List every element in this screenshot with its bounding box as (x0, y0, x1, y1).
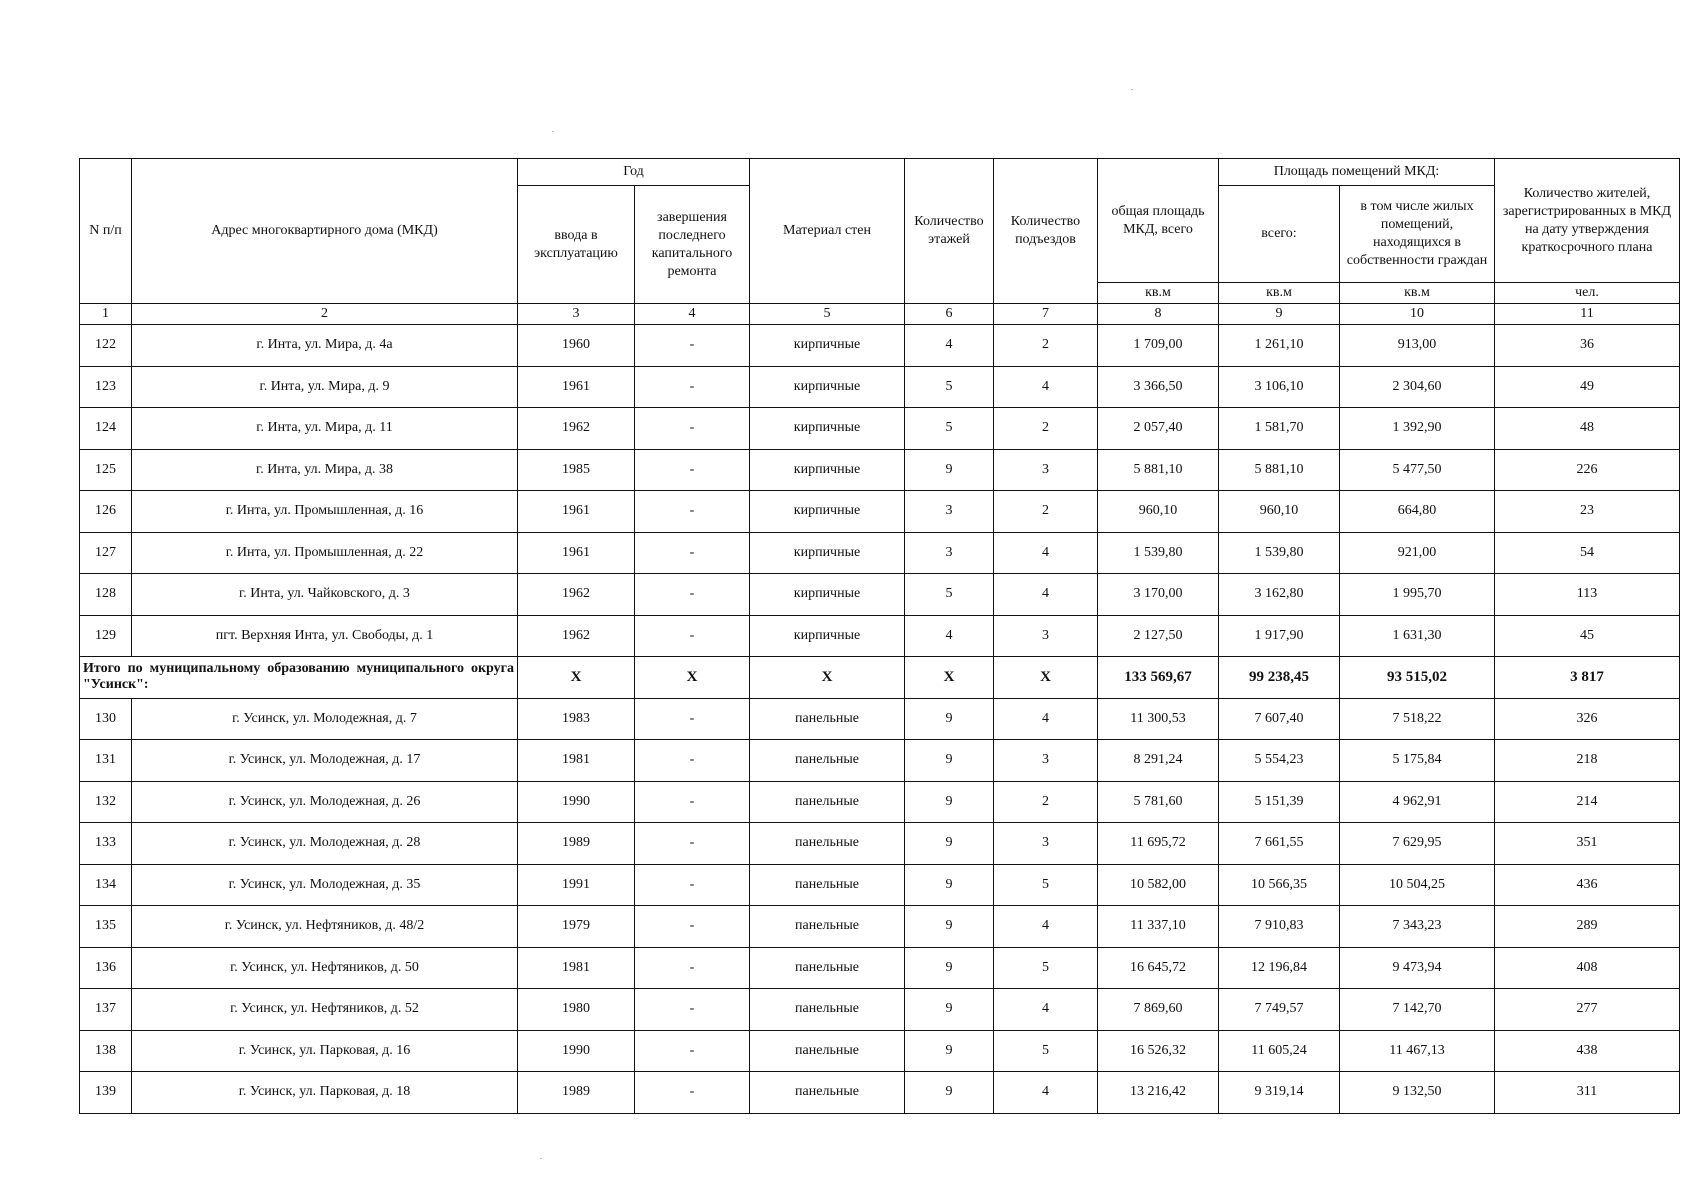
residents-cell: 36 (1495, 325, 1680, 367)
column-number-row (80, 304, 1680, 325)
year-commission-cell: 1962 (518, 615, 635, 657)
address-cell: г. Усинск, ул. Парковая, д. 16 (132, 1030, 518, 1072)
area-residential-cell: 5 477,50 (1340, 449, 1495, 491)
address-cell: г. Усинск, ул. Молодежная, д. 26 (132, 781, 518, 823)
wall-material-cell: панельные (750, 698, 905, 740)
year-commission-cell: 1981 (518, 740, 635, 782)
floors-cell: 4 (905, 325, 994, 367)
residents-cell: 113 (1495, 574, 1680, 616)
residents-cell: 438 (1495, 1030, 1680, 1072)
year-commission-cell: 1990 (518, 1030, 635, 1072)
year-repair-cell: - (635, 823, 750, 865)
year-commission-cell: 1981 (518, 947, 635, 989)
column-number: 6 (905, 304, 994, 325)
wall-material-cell: кирпичные (750, 408, 905, 450)
unit-residents: чел. (1495, 283, 1680, 304)
row-number-cell: 134 (80, 864, 132, 906)
residents-cell: 23 (1495, 491, 1680, 533)
entrances-cell: 4 (994, 532, 1098, 574)
area-residential-cell: 913,00 (1340, 325, 1495, 367)
unit-area-all: кв.м (1219, 283, 1340, 304)
row-number-cell: 133 (80, 823, 132, 865)
wall-material-cell: панельные (750, 947, 905, 989)
column-number: 7 (994, 304, 1098, 325)
area-all-cell: 7 607,40 (1219, 698, 1340, 740)
area-all-cell: 10 566,35 (1219, 864, 1340, 906)
floors-cell: 9 (905, 906, 994, 948)
year-commission-cell: 1989 (518, 1072, 635, 1114)
total-area-cell: 11 300,53 (1098, 698, 1219, 740)
total-area-cell: 11 337,10 (1098, 906, 1219, 948)
residents-cell: 289 (1495, 906, 1680, 948)
floors-cell: 3 (905, 532, 994, 574)
residents-cell: 436 (1495, 864, 1680, 906)
table-row (80, 1030, 1680, 1072)
header-area-group: Площадь помещений МКД: (1219, 159, 1495, 186)
area-all-cell: 11 605,24 (1219, 1030, 1340, 1072)
year-commission-cell: 1989 (518, 823, 635, 865)
total-area-cell: 1 709,00 (1098, 325, 1219, 367)
address-cell: г. Инта, ул. Промышленная, д. 16 (132, 491, 518, 533)
area-residential-cell: 664,80 (1340, 491, 1495, 533)
table-row (80, 532, 1680, 574)
header-floors: Количество этажей (905, 159, 994, 304)
residents-cell: 218 (1495, 740, 1680, 782)
floors-cell: 3 (905, 491, 994, 533)
year-repair-cell: - (635, 574, 750, 616)
year-commission-cell: 1961 (518, 532, 635, 574)
area-residential-cell: 7 629,95 (1340, 823, 1495, 865)
residents-cell: 45 (1495, 615, 1680, 657)
total-area-cell: 5 881,10 (1098, 449, 1219, 491)
area-all-cell: 5 881,10 (1219, 449, 1340, 491)
area-residential-cell: 921,00 (1340, 532, 1495, 574)
total-area-cell: 10 582,00 (1098, 864, 1219, 906)
year-commission-cell: 1962 (518, 574, 635, 616)
header-area-residential: в том числе жилых помещений, находящихся в собственности граждан (1340, 186, 1495, 283)
row-number-cell: 130 (80, 698, 132, 740)
year-repair-cell: - (635, 491, 750, 533)
table-row (80, 698, 1680, 740)
year-commission-cell: 1962 (518, 408, 635, 450)
floors-cell: 9 (905, 449, 994, 491)
total-area-cell: 3 170,00 (1098, 574, 1219, 616)
year-repair-cell: - (635, 366, 750, 408)
total-area-cell: 8 291,24 (1098, 740, 1219, 782)
address-cell: г. Усинск, ул. Молодежная, д. 28 (132, 823, 518, 865)
header-year-repair: завершения последнего капитального ремонта (635, 186, 750, 304)
table-row (80, 864, 1680, 906)
entrances-cell: 3 (994, 823, 1098, 865)
total-year-repair-cell: X (635, 657, 750, 699)
address-cell: г. Усинск, ул. Нефтяников, д. 52 (132, 989, 518, 1031)
year-commission-cell: 1961 (518, 366, 635, 408)
area-all-cell: 1 261,10 (1219, 325, 1340, 367)
address-cell: г. Усинск, ул. Молодежная, д. 17 (132, 740, 518, 782)
entrances-cell: 4 (994, 574, 1098, 616)
year-commission-cell: 1979 (518, 906, 635, 948)
header-year-group: Год (518, 159, 750, 186)
address-cell: г. Усинск, ул. Парковая, д. 18 (132, 1072, 518, 1114)
residents-cell: 49 (1495, 366, 1680, 408)
total-entrances-cell: X (994, 657, 1098, 699)
area-residential-cell: 11 467,13 (1340, 1030, 1495, 1072)
year-commission-cell: 1990 (518, 781, 635, 823)
row-number-cell: 137 (80, 989, 132, 1031)
entrances-cell: 4 (994, 366, 1098, 408)
total-total-area-cell: 133 569,67 (1098, 657, 1219, 699)
header-total-area: общая площадь МКД, всего (1098, 159, 1219, 283)
floors-cell: 5 (905, 408, 994, 450)
address-cell: г. Усинск, ул. Молодежная, д. 35 (132, 864, 518, 906)
row-number-cell: 122 (80, 325, 132, 367)
year-commission-cell: 1960 (518, 325, 635, 367)
area-residential-cell: 9 473,94 (1340, 947, 1495, 989)
floors-cell: 9 (905, 864, 994, 906)
entrances-cell: 2 (994, 781, 1098, 823)
entrances-cell: 4 (994, 698, 1098, 740)
residents-cell: 226 (1495, 449, 1680, 491)
area-residential-cell: 7 142,70 (1340, 989, 1495, 1031)
wall-material-cell: панельные (750, 864, 905, 906)
area-residential-cell: 1 631,30 (1340, 615, 1495, 657)
table-row (80, 989, 1680, 1031)
header-area-all: всего: (1219, 186, 1340, 283)
entrances-cell: 3 (994, 449, 1098, 491)
entrances-cell: 3 (994, 615, 1098, 657)
area-residential-cell: 7 518,22 (1340, 698, 1495, 740)
area-residential-cell: 10 504,25 (1340, 864, 1495, 906)
row-number-cell: 136 (80, 947, 132, 989)
address-cell: г. Инта, ул. Мира, д. 11 (132, 408, 518, 450)
total-floors-cell: X (905, 657, 994, 699)
floors-cell: 9 (905, 1072, 994, 1114)
residents-cell: 277 (1495, 989, 1680, 1031)
year-repair-cell: - (635, 947, 750, 989)
header-wall-material: Материал стен (750, 159, 905, 304)
total-area-cell: 1 539,80 (1098, 532, 1219, 574)
address-cell: г. Усинск, ул. Нефтяников, д. 48/2 (132, 906, 518, 948)
row-number-cell: 125 (80, 449, 132, 491)
total-area-cell: 3 366,50 (1098, 366, 1219, 408)
entrances-cell: 3 (994, 740, 1098, 782)
table-row (80, 906, 1680, 948)
residents-cell: 326 (1495, 698, 1680, 740)
entrances-cell: 5 (994, 947, 1098, 989)
table-row (80, 449, 1680, 491)
column-number: 10 (1340, 304, 1495, 325)
area-residential-cell: 9 132,50 (1340, 1072, 1495, 1114)
area-all-cell: 3 106,10 (1219, 366, 1340, 408)
year-repair-cell: - (635, 989, 750, 1031)
floors-cell: 9 (905, 698, 994, 740)
address-cell: г. Инта, ул. Мира, д. 9 (132, 366, 518, 408)
area-all-cell: 7 749,57 (1219, 989, 1340, 1031)
year-repair-cell: - (635, 698, 750, 740)
total-residents-cell: 3 817 (1495, 657, 1680, 699)
year-repair-cell: - (635, 781, 750, 823)
area-all-cell: 1 539,80 (1219, 532, 1340, 574)
address-cell: г. Инта, ул. Промышленная, д. 22 (132, 532, 518, 574)
table-row (80, 823, 1680, 865)
area-residential-cell: 1 392,90 (1340, 408, 1495, 450)
row-number-cell: 135 (80, 906, 132, 948)
unit-area-residential: кв.м (1340, 283, 1495, 304)
year-repair-cell: - (635, 906, 750, 948)
total-area-all-cell: 99 238,45 (1219, 657, 1340, 699)
table-row (80, 491, 1680, 533)
unit-total-area: кв.м (1098, 283, 1219, 304)
total-area-cell: 13 216,42 (1098, 1072, 1219, 1114)
floors-cell: 4 (905, 615, 994, 657)
entrances-cell: 4 (994, 1072, 1098, 1114)
area-all-cell: 7 910,83 (1219, 906, 1340, 948)
area-all-cell: 3 162,80 (1219, 574, 1340, 616)
year-repair-cell: - (635, 1072, 750, 1114)
header-num: N п/п (80, 159, 132, 304)
entrances-cell: 5 (994, 1030, 1098, 1072)
total-area-cell: 7 869,60 (1098, 989, 1219, 1031)
total-area-cell: 11 695,72 (1098, 823, 1219, 865)
column-number: 3 (518, 304, 635, 325)
area-all-cell: 7 661,55 (1219, 823, 1340, 865)
address-cell: г. Усинск, ул. Молодежная, д. 7 (132, 698, 518, 740)
floors-cell: 9 (905, 781, 994, 823)
header-address: Адрес многоквартирного дома (МКД) (132, 159, 518, 304)
residents-cell: 408 (1495, 947, 1680, 989)
wall-material-cell: кирпичные (750, 366, 905, 408)
total-wall-material-cell: X (750, 657, 905, 699)
floors-cell: 9 (905, 823, 994, 865)
total-area-cell: 2 057,40 (1098, 408, 1219, 450)
area-all-cell: 5 554,23 (1219, 740, 1340, 782)
row-number-cell: 131 (80, 740, 132, 782)
wall-material-cell: кирпичные (750, 574, 905, 616)
wall-material-cell: панельные (750, 740, 905, 782)
address-cell: г. Инта, ул. Чайковского, д. 3 (132, 574, 518, 616)
entrances-cell: 4 (994, 989, 1098, 1031)
area-all-cell: 12 196,84 (1219, 947, 1340, 989)
table-row (80, 615, 1680, 657)
table-row (80, 574, 1680, 616)
entrances-cell: 2 (994, 408, 1098, 450)
total-label: Итого по муниципальному образованию муниципального округа "Усинск": (80, 657, 518, 699)
year-commission-cell: 1991 (518, 864, 635, 906)
header-residents: Количество жителей, зарегистрированных в МКД на дату утверждения краткосрочного плана (1495, 159, 1680, 283)
floors-cell: 9 (905, 1030, 994, 1072)
column-number: 11 (1495, 304, 1680, 325)
table-row (80, 1072, 1680, 1114)
floors-cell: 9 (905, 989, 994, 1031)
wall-material-cell: кирпичные (750, 449, 905, 491)
total-year-commission-cell: X (518, 657, 635, 699)
housing-register-table (79, 158, 1680, 1114)
residents-cell: 351 (1495, 823, 1680, 865)
total-area-cell: 16 526,32 (1098, 1030, 1219, 1072)
total-area-cell: 16 645,72 (1098, 947, 1219, 989)
address-cell: пгт. Верхняя Инта, ул. Свободы, д. 1 (132, 615, 518, 657)
wall-material-cell: кирпичные (750, 325, 905, 367)
residents-cell: 311 (1495, 1072, 1680, 1114)
table-row (80, 740, 1680, 782)
address-cell: г. Инта, ул. Мира, д. 38 (132, 449, 518, 491)
row-number-cell: 126 (80, 491, 132, 533)
total-area-residential-cell: 93 515,02 (1340, 657, 1495, 699)
entrances-cell: 2 (994, 491, 1098, 533)
wall-material-cell: кирпичные (750, 615, 905, 657)
total-area-cell: 2 127,50 (1098, 615, 1219, 657)
area-residential-cell: 4 962,91 (1340, 781, 1495, 823)
column-number: 5 (750, 304, 905, 325)
wall-material-cell: панельные (750, 1072, 905, 1114)
residents-cell: 54 (1495, 532, 1680, 574)
residents-cell: 214 (1495, 781, 1680, 823)
row-number-cell: 129 (80, 615, 132, 657)
row-number-cell: 128 (80, 574, 132, 616)
wall-material-cell: кирпичные (750, 491, 905, 533)
header-entrances: Количество подъездов (994, 159, 1098, 304)
total-row (80, 657, 1680, 699)
year-repair-cell: - (635, 615, 750, 657)
year-repair-cell: - (635, 864, 750, 906)
address-cell: г. Инта, ул. Мира, д. 4а (132, 325, 518, 367)
header-year-commission: ввода в эксплуатацию (518, 186, 635, 304)
floors-cell: 5 (905, 574, 994, 616)
row-number-cell: 127 (80, 532, 132, 574)
wall-material-cell: кирпичные (750, 532, 905, 574)
wall-material-cell: панельные (750, 781, 905, 823)
year-repair-cell: - (635, 325, 750, 367)
area-residential-cell: 1 995,70 (1340, 574, 1495, 616)
wall-material-cell: панельные (750, 1030, 905, 1072)
table-row (80, 781, 1680, 823)
table-body (80, 325, 1680, 1114)
area-all-cell: 960,10 (1219, 491, 1340, 533)
area-residential-cell: 7 343,23 (1340, 906, 1495, 948)
column-number: 2 (132, 304, 518, 325)
year-commission-cell: 1980 (518, 989, 635, 1031)
area-all-cell: 9 319,14 (1219, 1072, 1340, 1114)
row-number-cell: 132 (80, 781, 132, 823)
total-area-cell: 960,10 (1098, 491, 1219, 533)
row-number-cell: 124 (80, 408, 132, 450)
total-area-cell: 5 781,60 (1098, 781, 1219, 823)
year-commission-cell: 1983 (518, 698, 635, 740)
column-number: 9 (1219, 304, 1340, 325)
floors-cell: 5 (905, 366, 994, 408)
floors-cell: 9 (905, 947, 994, 989)
table-row (80, 408, 1680, 450)
year-repair-cell: - (635, 740, 750, 782)
wall-material-cell: панельные (750, 906, 905, 948)
year-repair-cell: - (635, 408, 750, 450)
table-row (80, 947, 1680, 989)
year-commission-cell: 1961 (518, 491, 635, 533)
year-repair-cell: - (635, 449, 750, 491)
address-cell: г. Усинск, ул. Нефтяников, д. 50 (132, 947, 518, 989)
column-number: 1 (80, 304, 132, 325)
floors-cell: 9 (905, 740, 994, 782)
entrances-cell: 4 (994, 906, 1098, 948)
entrances-cell: 2 (994, 325, 1098, 367)
residents-cell: 48 (1495, 408, 1680, 450)
row-number-cell: 138 (80, 1030, 132, 1072)
table-row (80, 366, 1680, 408)
row-number-cell: 139 (80, 1072, 132, 1114)
year-repair-cell: - (635, 532, 750, 574)
area-all-cell: 5 151,39 (1219, 781, 1340, 823)
column-number: 8 (1098, 304, 1219, 325)
column-number: 4 (635, 304, 750, 325)
area-all-cell: 1 581,70 (1219, 408, 1340, 450)
year-commission-cell: 1985 (518, 449, 635, 491)
area-residential-cell: 2 304,60 (1340, 366, 1495, 408)
year-repair-cell: - (635, 1030, 750, 1072)
wall-material-cell: панельные (750, 989, 905, 1031)
table-header (80, 159, 1680, 325)
area-residential-cell: 5 175,84 (1340, 740, 1495, 782)
table-row (80, 325, 1680, 367)
area-all-cell: 1 917,90 (1219, 615, 1340, 657)
wall-material-cell: панельные (750, 823, 905, 865)
entrances-cell: 5 (994, 864, 1098, 906)
row-number-cell: 123 (80, 366, 132, 408)
